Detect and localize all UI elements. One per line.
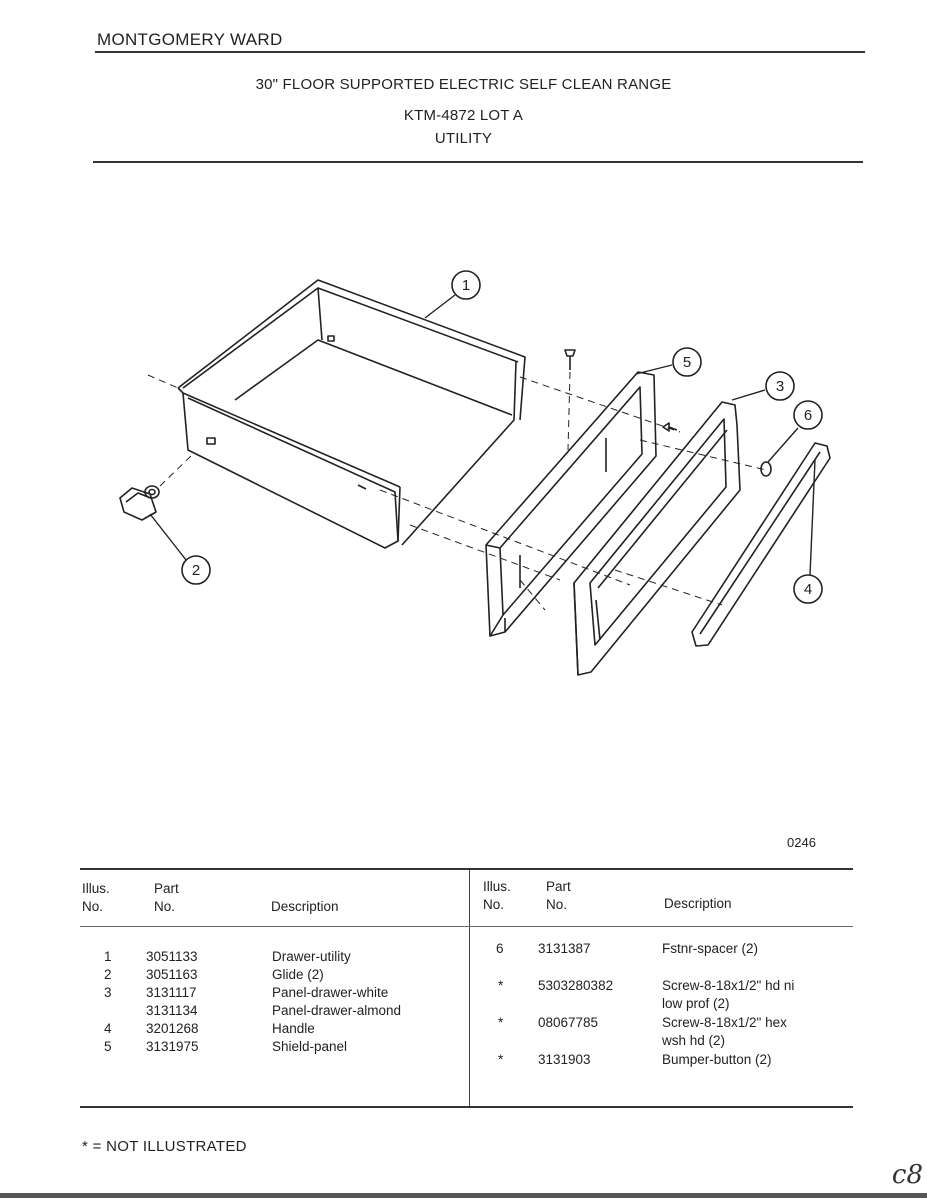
left-header-part: Part No. (154, 881, 179, 914)
callout-label-2: 2 (191, 562, 201, 579)
exploded-parts-diagram (0, 170, 927, 690)
section-name: UTILITY (434, 130, 493, 147)
callout-label-4: 4 (803, 581, 813, 598)
table-row: * 5303280382 Screw-8-18x1/2" hd ni low prof (2) (498, 978, 795, 1011)
left-header-illus: Illus. No. (82, 881, 110, 914)
handwritten-mark: c8 (891, 1160, 923, 1190)
footnote-not-illustrated: * = NOT ILLUSTRATED (82, 1138, 247, 1155)
page-title: 30" FLOOR SUPPORTED ELECTRIC SELF CLEAN RANGE (255, 76, 672, 93)
table-rule-top (80, 868, 853, 870)
right-header-part: Part No. (546, 879, 571, 912)
right-header-description: Description (664, 896, 732, 911)
callout-label-6: 6 (803, 407, 813, 424)
header-rule-bottom (93, 161, 863, 163)
page-bottom-edge (0, 1193, 927, 1198)
callout-label-5: 5 (682, 354, 692, 371)
right-header-illus: Illus. No. (483, 879, 511, 912)
model-number: KTM-4872 LOT A (403, 107, 524, 124)
table-header-divider (80, 926, 853, 927)
callout-label-3: 3 (775, 378, 785, 395)
table-row: * 3131903 Bumper-button (2) (498, 1052, 772, 1067)
table-row: * 08067785 Screw-8-18x1/2" hex wsh hd (2) (498, 1015, 787, 1048)
table-row: 6 3131387 Fstnr-spacer (2) (496, 941, 759, 956)
handle-drawing (692, 443, 830, 646)
shield-panel-drawing (486, 372, 656, 636)
glide-drawing (120, 486, 159, 520)
header-rule-top (95, 51, 865, 53)
parts-table: Illus. No. Part No. Description Illus. No. Part No. Description 1 3051133 Drawer-utility 2 3051163 Glide (2) 3 3131117 Panel-drawer-white 3131134 Panel-drawer-almond 4 3201268 Handle 5 3131975 Shield-panel 6 3131387 Fstnr-spacer (2) * 5303280382 Screw-8-18x1/2" hd ni low prof (2) * 08067785 Screw-8-18x1/2" hex wsh hd (2) * 3131903 Bumper-button (2) (78, 868, 853, 1108)
screw-side-drawing (663, 423, 677, 431)
figure-number: 0246 (787, 835, 816, 850)
table-rule-bottom (80, 1106, 853, 1108)
brand-name: MONTGOMERY WARD (97, 30, 283, 49)
callout-label-1: 1 (461, 277, 471, 294)
screw-top-drawing (565, 350, 575, 370)
left-header-description: Description (271, 899, 339, 914)
drawer-utility-drawing (178, 280, 525, 548)
